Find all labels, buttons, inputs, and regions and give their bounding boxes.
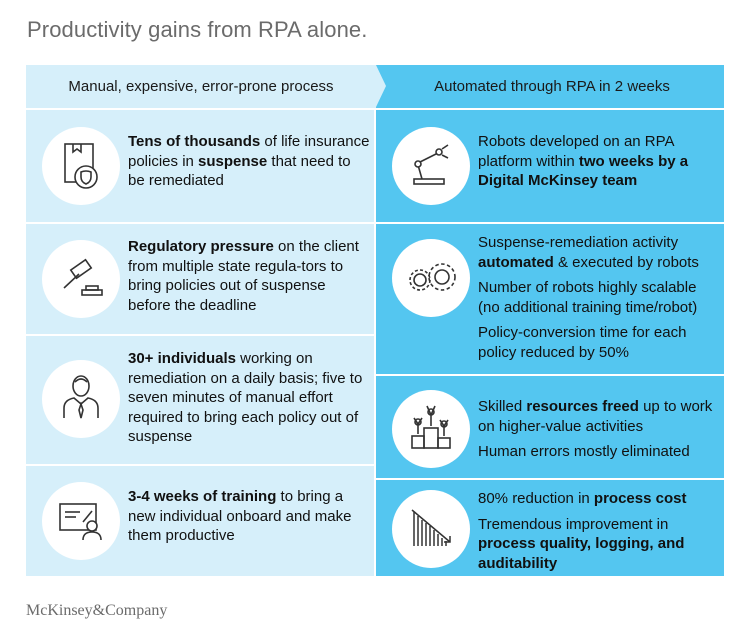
robot-arm-icon [392, 127, 470, 205]
left-row-2 [26, 224, 374, 334]
left-header-label: Manual, expensive, error-prone process [68, 78, 334, 95]
right-row-2 [376, 224, 724, 374]
right-header-label: Automated through RPA in 2 weeks [434, 78, 670, 95]
left-row-4 [26, 466, 374, 576]
gears-icon [392, 239, 470, 317]
right-row-2-text: Suspense-remediation activity automated & executed by robots Number of robots highly scalable (no additional training time/robot) Policy-conversion time for each policy reduced by 50% [478, 234, 699, 361]
right-row-4-text: 80% reduction in process cost Tremendous improvement in process quality, logging, and auditability [478, 490, 687, 572]
left-row-1-text: Tens of thousands of life insurance policies in suspense that need to be remediated [128, 133, 370, 189]
left-row-3-text: 30+ individuals working on remediation on a daily basis; five to seven minutes of manual effort required to bring each policy out of suspense [128, 350, 363, 445]
right-row-3-text: Skilled resources freed up to work on higher-value activities Human errors mostly eliminated [478, 398, 713, 460]
right-row-1-text: Robots developed on an RPA platform within two weeks by a Digital McKinsey team [478, 133, 689, 189]
training-board-icon [42, 482, 120, 560]
podium-people-icon [392, 390, 470, 468]
left-row-4-text: 3-4 weeks of training to bring a new individual onboard and make them productive [128, 488, 352, 544]
gavel-icon [42, 240, 120, 318]
left-row-1 [26, 110, 374, 222]
person-icon [42, 360, 120, 438]
document-shield-icon [42, 127, 120, 205]
right-row-1 [376, 110, 724, 222]
right-row-4 [376, 480, 724, 576]
left-row-2-text: Regulatory pressure on the client from multiple state regula-tors to bring policies out of suspense before the deadline [128, 238, 359, 314]
right-row-3 [376, 376, 724, 478]
left-row-3 [26, 336, 374, 464]
page-title: Productivity gains from RPA alone. [27, 17, 368, 42]
brand-logo: McKinsey&Company [26, 602, 168, 619]
declining-bars-icon [392, 490, 470, 568]
